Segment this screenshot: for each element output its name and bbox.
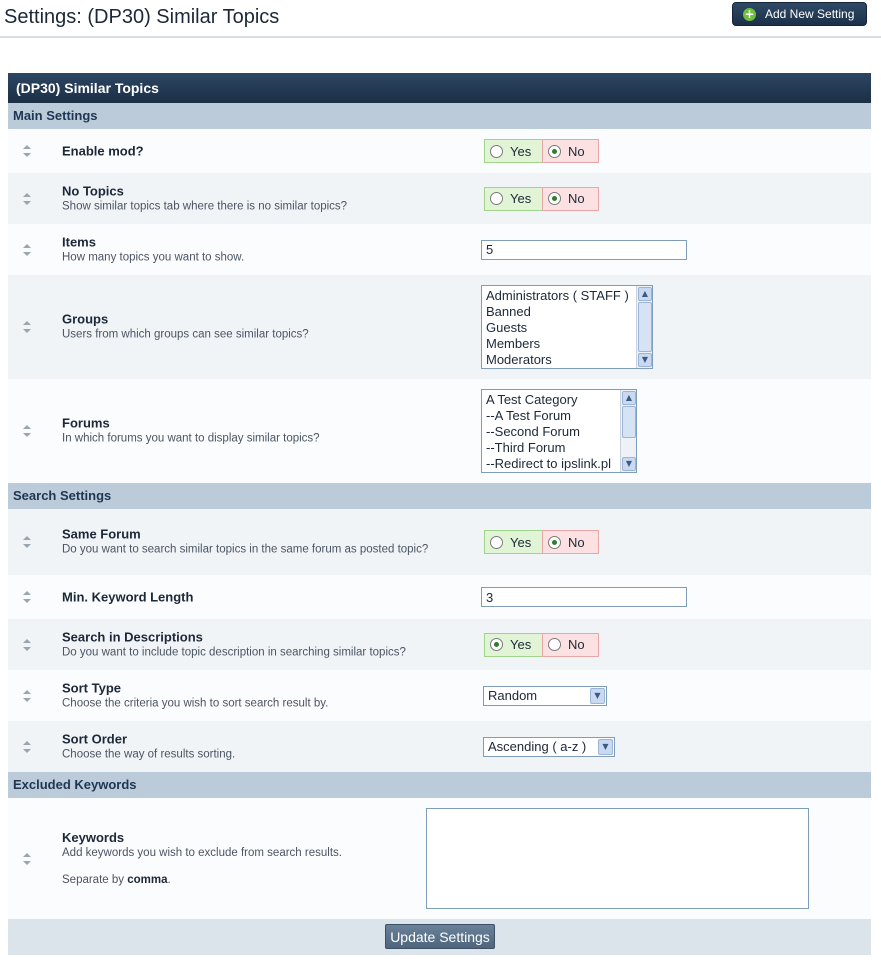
yes-option[interactable]: Yes [484,187,542,211]
settings-panel [8,73,871,975]
setting-row-sort-order [8,721,871,772]
list-option[interactable]: --Second Forum [486,424,580,439]
list-option[interactable]: Banned [486,304,531,319]
scroll-up-icon[interactable]: ▲ [638,287,652,301]
list-option[interactable]: --Third Forum [486,440,566,455]
scrollbar[interactable] [620,390,636,472]
setting-row-keywords [8,798,871,919]
yes-radio[interactable] [490,536,503,549]
setting-row-forums [8,379,871,483]
drag-handle-icon[interactable] [22,740,32,754]
yes-radio[interactable] [490,192,503,205]
setting-row-no-topics [8,173,871,224]
drag-handle-icon[interactable] [22,590,32,604]
update-settings-button[interactable]: Update Settings [385,924,495,949]
page-header [0,0,881,38]
separator-hint: Separate by comma. [62,873,171,886]
setting-description: Users from which groups can see similar topics? [62,328,309,341]
setting-description: Do you want to search similar topics in the same forum as posted topic? [62,543,429,556]
panel-title: (DP30) Similar Topics [8,73,871,103]
no-radio[interactable] [548,192,561,205]
no-topics-toggle [484,187,599,211]
scroll-down-icon[interactable]: ▼ [638,353,652,367]
list-option[interactable]: Members [486,336,541,351]
yes-radio[interactable] [490,145,503,158]
no-option[interactable]: No [542,530,599,554]
drag-handle-icon[interactable] [22,638,32,652]
setting-title: Sort Type [62,680,121,695]
add-new-setting-label: Add New Setting [765,7,855,21]
drag-handle-icon[interactable] [22,243,32,257]
drag-handle-icon[interactable] [22,424,32,438]
no-option[interactable]: No [542,139,599,163]
setting-description: Do you want to include topic description in searching similar topics? [62,646,406,658]
yes-radio[interactable] [490,638,503,651]
setting-title: Enable mod? [62,143,144,159]
sort-order-select[interactable] [483,737,615,757]
section-main-settings: Main Settings [8,103,871,129]
scrollbar[interactable] [636,286,652,368]
enable-mod-toggle [484,139,599,163]
no-radio[interactable] [548,536,561,549]
setting-title: Sort Order [62,731,128,746]
setting-title: Keywords [62,829,125,845]
yes-option[interactable]: Yes [484,633,542,657]
list-option[interactable]: Administrators ( STAFF ) [486,288,629,303]
setting-description: Choose the criteria you wish to sort search result by. [62,697,329,709]
list-option[interactable]: --A Test Forum [486,408,572,423]
list-option[interactable]: Moderators [486,352,552,367]
setting-row-sort-type [8,670,871,721]
keywords-textarea[interactable] [426,808,809,909]
add-new-setting-button[interactable] [732,2,867,26]
list-option[interactable]: Guests [486,320,528,335]
setting-title: Min. Keyword Length [62,589,194,605]
page-title: Settings: (DP30) Similar Topics [4,6,280,28]
setting-row-min-keyword-length [8,575,871,619]
setting-row-enable-mod [8,129,871,173]
drag-handle-icon[interactable] [22,852,32,866]
list-option[interactable]: --Redirect to ipslink.pl [486,456,611,471]
drag-handle-icon[interactable] [22,535,32,549]
form-footer [8,919,871,955]
setting-row-same-forum [8,509,871,575]
no-radio[interactable] [548,638,561,651]
setting-title: Search in Descriptions [62,629,203,644]
drag-handle-icon[interactable] [22,320,32,334]
drag-handle-icon[interactable] [22,192,32,206]
yes-option[interactable]: Yes [484,530,542,554]
no-radio[interactable] [548,145,561,158]
setting-description: In which forums you want to display similar topics? [62,432,320,445]
plus-icon: + [744,6,755,21]
setting-description: Show similar topics tab where there is no similar topics? [62,200,348,212]
scroll-down-icon[interactable]: ▼ [622,457,636,471]
setting-title: No Topics [62,183,124,198]
min-keyword-length-input[interactable] [481,587,687,607]
search-descriptions-toggle [484,633,599,657]
items-input[interactable] [481,240,687,260]
setting-title: Same Forum [62,526,141,542]
setting-description: Add keywords you wish to exclude from search results. [62,846,342,859]
selected-value: Ascending ( a-z ) [488,738,587,754]
section-excluded-keywords: Excluded Keywords [8,772,871,798]
chevron-down-icon[interactable]: ▼ [598,739,613,755]
setting-row-groups [8,275,871,379]
same-forum-toggle [484,530,599,554]
scroll-up-icon[interactable]: ▲ [622,391,636,405]
forums-listbox[interactable] [481,389,637,473]
setting-row-items [8,224,871,275]
setting-description: How many topics you want to show. [62,251,245,263]
setting-title: Forums [62,415,110,431]
setting-description: Choose the way of results sorting. [62,748,236,760]
drag-handle-icon[interactable] [22,144,32,158]
yes-option[interactable]: Yes [484,139,542,163]
scroll-thumb[interactable] [622,406,636,438]
setting-title: Items [62,234,96,249]
setting-row-search-in-descriptions [8,619,871,670]
list-option[interactable]: A Test Category [486,392,578,407]
no-option[interactable]: No [542,187,599,211]
drag-handle-icon[interactable] [22,689,32,703]
sort-type-select[interactable] [483,686,607,706]
chevron-down-icon[interactable]: ▼ [590,688,605,704]
selected-value: Random [488,687,538,703]
setting-title: Groups [62,311,109,327]
groups-listbox[interactable] [481,285,653,369]
no-option[interactable]: No [542,633,599,657]
scroll-thumb[interactable] [638,302,652,352]
section-search-settings: Search Settings [8,483,871,509]
